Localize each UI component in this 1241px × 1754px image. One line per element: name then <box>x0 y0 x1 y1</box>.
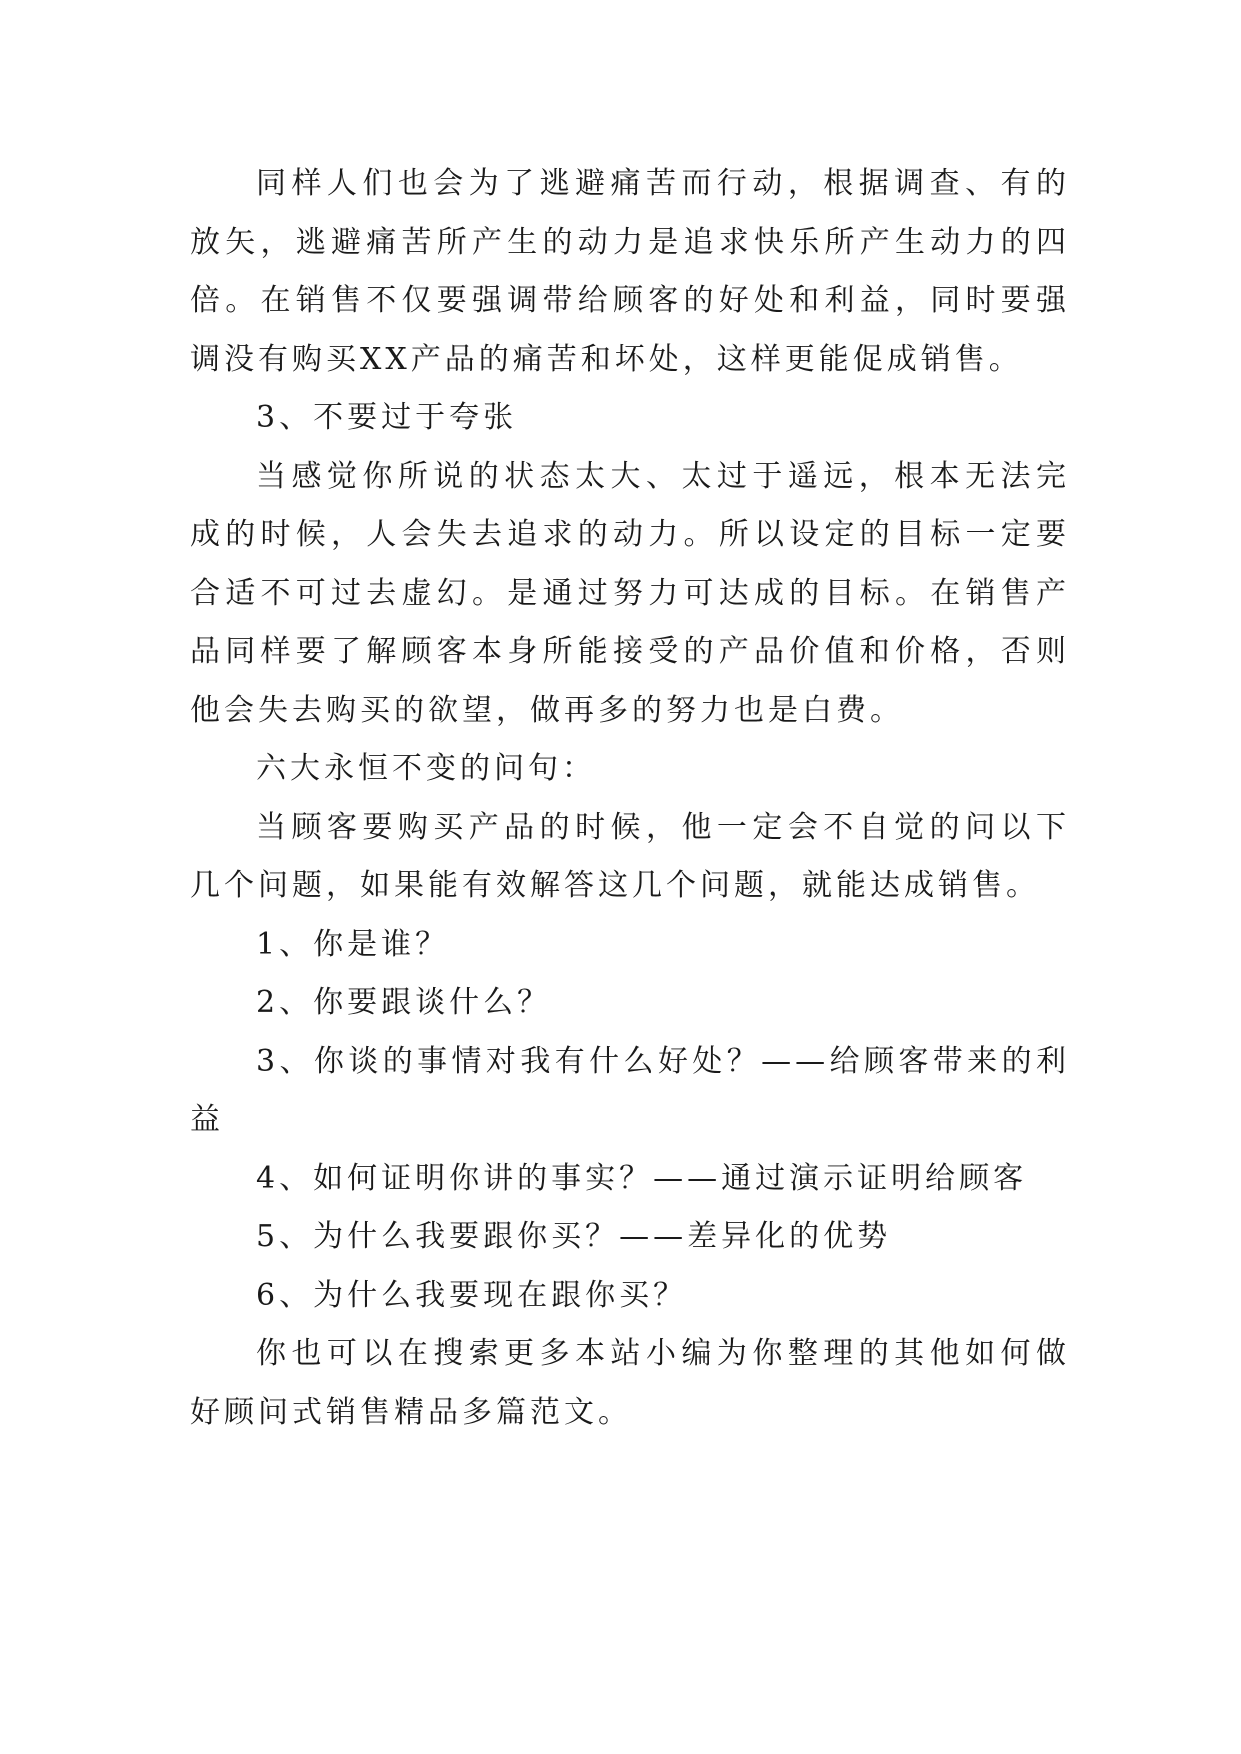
paragraph-questions-intro: 当顾客要购买产品的时候，他一定会不自觉的问以下几个问题，如果能有效解答这几个问题，就能达成销售。 <box>190 809 1070 903</box>
list-item-question-6: 6、为什么我要现在跟你买？ <box>256 1277 688 1313</box>
paragraph-pain-avoidance: 同样人们也会为了逃避痛苦而行动，根据调查、有的放矢，逃避痛苦所产生的动力是追求快乐所产生动力的四倍。在销售不仅要强调带给顾客的好处和利益，同时要强调没有购买XX产品的痛苦和坏处，这样更能促成销售。 <box>190 166 1070 377</box>
list-item-question-3: 3、你谈的事情对我有什么好处？——给顾客带来的利益 <box>190 1043 1070 1137</box>
list-item-question-5: 5、为什么我要跟你买？——差异化的优势 <box>256 1219 892 1254</box>
heading-six-questions: 六大永恒不变的问句： <box>256 751 596 786</box>
document-body <box>190 155 1070 1442</box>
paragraph-closing-note: 你也可以在搜索更多本站小编为你整理的其他如何做好顾问式销售精品多篇范文。 <box>190 1336 1070 1430</box>
list-item-question-1: 1、你是谁？ <box>256 926 450 962</box>
paragraph-realistic-goals: 当感觉你所说的状态太大、太过于遥远，根本无法完成的时候，人会失去追求的动力。所以设定的目标一定要合适不可过去虚幻。是通过努力可达成的目标。在销售产品同样要了解顾客本身所能接受的产品价值和价格，否则他会失去购买的欲望，做再多的努力也是白费。 <box>190 458 1070 728</box>
list-item-question-4: 4、如何证明你讲的事实？——通过演示证明给顾客 <box>256 1160 1028 1196</box>
heading-no-exaggeration: 3、不要过于夸张 <box>256 400 518 435</box>
list-item-question-2: 2、你要跟谈什么？ <box>256 985 552 1020</box>
